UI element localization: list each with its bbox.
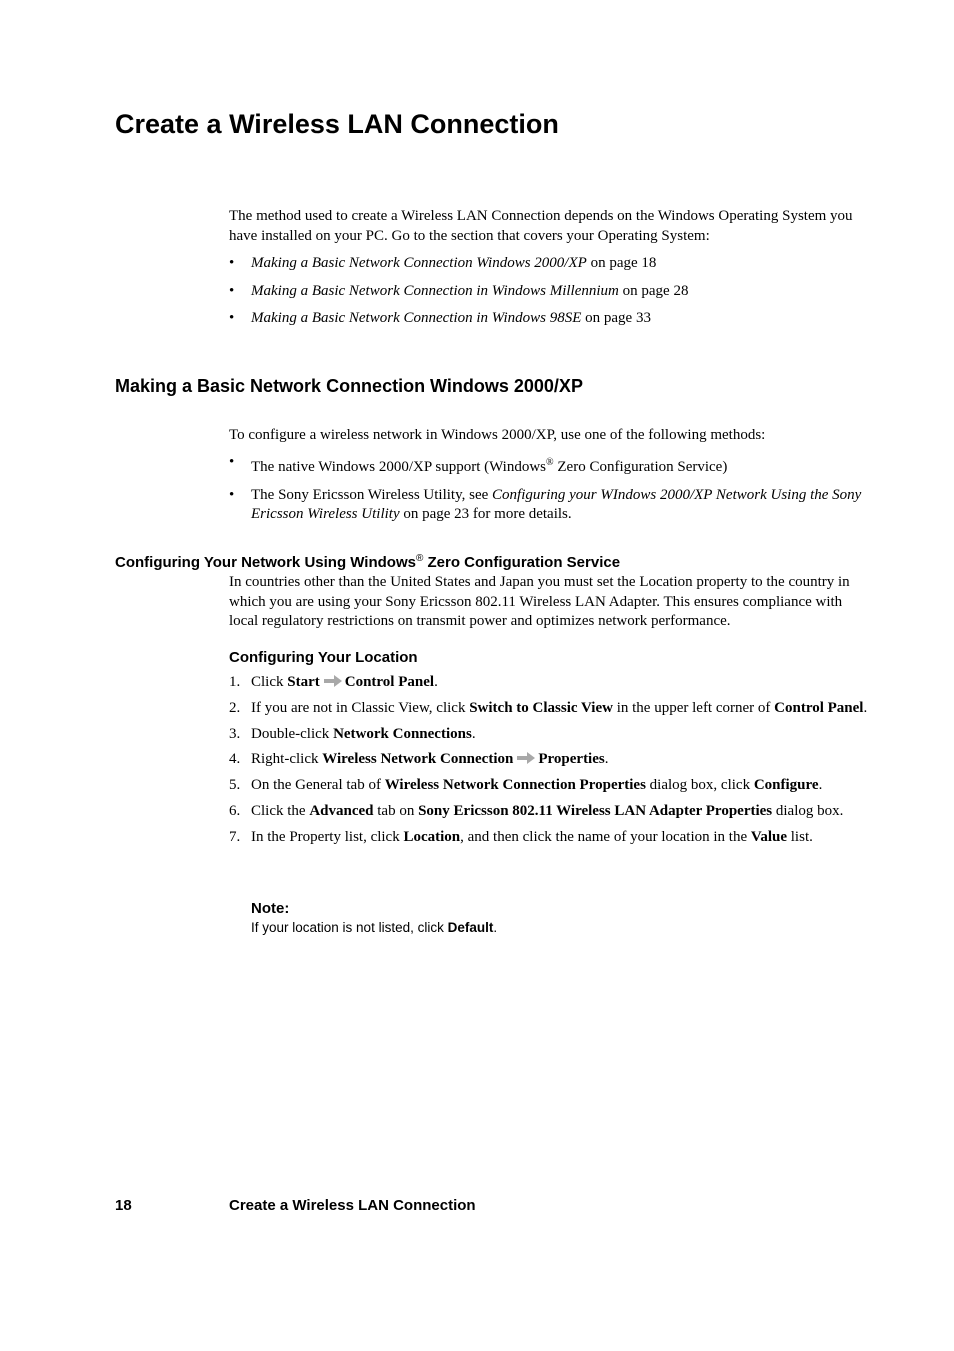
step-text: On the General tab of [251, 777, 385, 794]
step-text: Double-click [251, 725, 334, 742]
step-text: Right-click [251, 751, 323, 768]
subsection-paragraph: In countries other than the United States and Japan you must set the Location property to the country in which you are using your Sony Ericsson 802.11 Wireless LAN Adapter. This ensures compliance with local regulatory restrictions on transmit power and optimizes network performance. [229, 574, 850, 629]
ui-term: Advanced [309, 802, 374, 819]
ui-term: Switch to Classic View [469, 699, 613, 716]
method-text: on page 23 for more details. [399, 506, 572, 522]
list-item [229, 486, 869, 525]
step-number: 6. [229, 802, 241, 819]
note-text-part: If your location is not listed, click [251, 920, 448, 935]
step-text: In the Property list, click [251, 828, 404, 845]
note-text-part: . [493, 920, 498, 935]
note-text [251, 919, 497, 937]
section-link[interactable]: Making a Basic Network Connection Windows 2000/XP [251, 255, 587, 271]
method-text: Zero Configuration Service) [553, 459, 728, 475]
list-item [229, 254, 869, 274]
ui-term: Properties [538, 751, 605, 768]
section-link[interactable]: Making a Basic Network Connection in Windows Millennium [251, 282, 619, 299]
step-text: If you are not in Classic View, click [251, 699, 470, 716]
registered-mark: ® [415, 553, 424, 564]
step-item [229, 828, 869, 848]
page-reference: on page 18 [590, 255, 657, 271]
step-item [229, 750, 869, 770]
heading-text: Configuring Your Network Using Windows [115, 554, 416, 571]
methods-list [229, 453, 869, 533]
list-item [229, 453, 869, 478]
note-label: Note: [251, 900, 290, 917]
ui-term: Default [447, 920, 494, 935]
step-text: . [471, 725, 476, 742]
footer-page-number: 18 [115, 1197, 132, 1214]
procedure-heading: Configuring Your Location [229, 649, 418, 666]
step-number: 2. [229, 699, 241, 716]
step-text: , and then click the name of your location in the [460, 828, 751, 845]
section-link[interactable]: Making a Basic Network Connection in Windows 98SE [251, 310, 582, 326]
arrow-right-icon [517, 752, 535, 764]
ui-term: Location [403, 828, 461, 845]
ui-term: Configure [753, 777, 819, 794]
section-link[interactable]: Configuring your WIndows 2000/XP Network Using the Sony Ericsson Wireless Utility [251, 486, 862, 522]
section-intro: To configure a wireless network in Windows 2000/XP, use one of the following methods: [229, 427, 766, 443]
ui-term: Sony Ericsson 802.11 Wireless LAN Adapter Properties [418, 802, 773, 819]
step-text: . [604, 751, 609, 768]
step-number: 4. [229, 751, 241, 768]
procedure-steps [229, 673, 869, 854]
list-item [229, 309, 869, 329]
arrow-right-icon [324, 675, 342, 687]
step-text: . [818, 777, 823, 794]
ui-term: Network Connections [333, 725, 472, 742]
step-item [229, 699, 869, 719]
bullet-icon: • [229, 454, 235, 470]
step-text: . [434, 674, 438, 690]
page-reference: on page 33 [585, 310, 651, 326]
step-text: Click [251, 674, 288, 690]
step-text: dialog box, click [645, 777, 754, 794]
step-text: . [863, 699, 868, 716]
page-title: Create a Wireless LAN Connection [115, 109, 559, 139]
heading-text: Zero Configuration Service [423, 554, 621, 571]
section-heading: Making a Basic Network Connection Windows 2000/XP [115, 376, 583, 396]
step-text: dialog box. [772, 802, 844, 819]
ui-term: Value [750, 828, 788, 845]
step-item [229, 673, 869, 693]
step-item [229, 802, 869, 822]
bullet-icon: • [229, 255, 235, 271]
subsection-heading [115, 548, 620, 574]
step-number: 3. [229, 725, 241, 742]
step-number: 1. [229, 674, 241, 690]
step-item [229, 776, 869, 796]
method-text: The native Windows 2000/XP support (Windows [251, 459, 547, 475]
step-item [229, 725, 869, 745]
section-link-list [229, 254, 869, 337]
step-text: list. [787, 828, 813, 845]
list-item [229, 282, 869, 302]
method-text: The Sony Ericsson Wireless Utility, see [251, 486, 493, 503]
step-text: Click the [251, 802, 310, 819]
bullet-icon: • [229, 310, 235, 326]
step-number: 7. [229, 828, 241, 845]
registered-mark: ® [546, 457, 554, 468]
step-text: tab on [373, 802, 419, 819]
intro-paragraph: The method used to create a Wireless LAN Connection depends on the Windows Operating System you have installed on your PC. Go to the section that covers your Operating System: [229, 208, 853, 244]
ui-term: Wireless Network Connection [322, 751, 514, 768]
step-number: 5. [229, 777, 241, 794]
ui-term: Start [287, 674, 320, 690]
ui-term: Control Panel [774, 699, 864, 716]
ui-term: Control Panel [344, 674, 435, 690]
page-reference: on page 28 [622, 282, 689, 299]
step-text: in the upper left corner of [612, 699, 775, 716]
ui-term: Wireless Network Connection Properties [384, 777, 646, 794]
bullet-icon: • [229, 282, 235, 299]
footer-title: Create a Wireless LAN Connection [229, 1197, 476, 1214]
bullet-icon: • [229, 486, 235, 503]
